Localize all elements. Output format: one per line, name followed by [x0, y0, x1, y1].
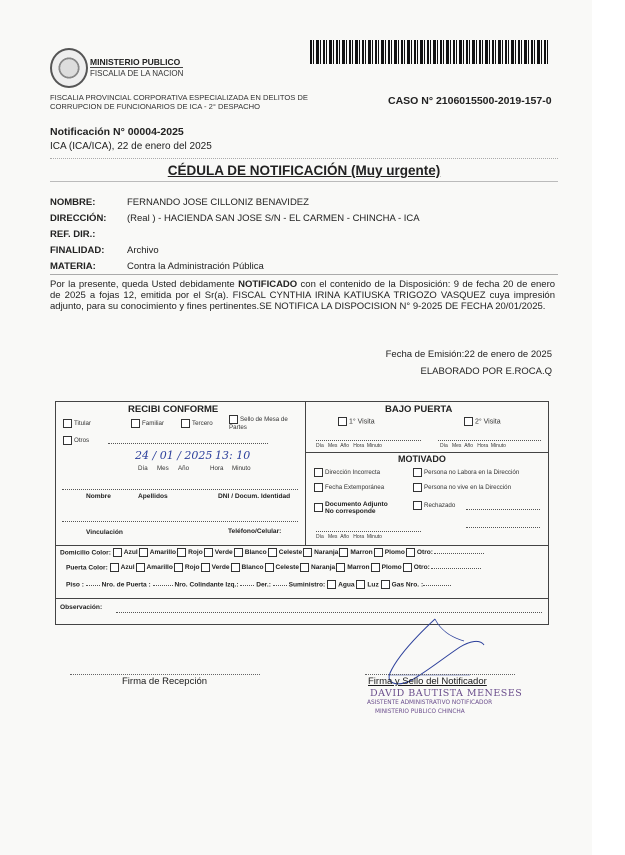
puerta-color-row [66, 563, 546, 572]
label-dni: DNI / Docum. Identidad [218, 493, 291, 500]
visita2-option[interactable] [464, 417, 501, 426]
nombre-value: FERNANDO JOSE CILLONIZ BENAVIDEZ [127, 197, 309, 208]
familiar-checkbox[interactable] [131, 419, 140, 428]
visita1-label: 1° Visita [349, 418, 375, 426]
handwritten-time: 13: 10 [215, 449, 251, 462]
visita2-label: 2° Visita [475, 418, 501, 426]
direccion-value: (Real ) - HACIENDA SAN JOSE S/N - EL CARMEN - CHINCHA - ICA [127, 213, 420, 224]
sello-checkbox[interactable] [229, 415, 238, 424]
domicilio-color-label: Celeste [278, 549, 303, 557]
firma-recepcion-label: Firma de Recepción [122, 676, 208, 687]
stamp-role: ASISTENTE ADMINISTRATIVO NOTIFICADOR [367, 700, 493, 706]
label-dia: Día [138, 465, 148, 472]
gas-checkbox[interactable] [381, 580, 390, 589]
domicilio-color-row [60, 548, 544, 557]
domicilio-color-checkbox[interactable] [139, 548, 148, 557]
fecha-ext-checkbox[interactable] [314, 483, 323, 492]
puerta-color-label: Plomo [381, 564, 402, 572]
rechazado-line [466, 509, 540, 510]
rechazado-label: Rechazado [424, 502, 456, 510]
ministerio-seal-icon [50, 48, 88, 88]
visita1-date-line [316, 440, 421, 441]
familiar-label: Familiar [142, 420, 165, 428]
domicilio-color-label: Azul [123, 549, 138, 557]
emission-date: Fecha de Emisión:22 de enero de 2025 [385, 349, 552, 360]
body-bold: NOTIFICADO [238, 279, 298, 290]
domicilio-color-label: Verde [214, 549, 233, 557]
org-subname: FISCALIA DE LA NACION [90, 69, 184, 78]
puerta-color-checkbox[interactable] [231, 563, 240, 572]
agua-label: Agua [338, 581, 355, 589]
doc-adj-option[interactable] [314, 500, 397, 518]
puerta-color-checkbox[interactable] [110, 563, 119, 572]
domicilio-color-label: Blanco [244, 549, 267, 557]
doc-adj-label: Documento Adjunto No corresponde [325, 501, 388, 515]
handwritten-date: 24 / 01 / 2025 [135, 449, 213, 462]
domicilio-color-label: Naranja [314, 549, 339, 557]
stamp-name: DAVID BAUTISTA MENESES [370, 688, 523, 699]
fiscalia-name: FISCALIA PROVINCIAL CORPORATIVA ESPECIALIZADA EN DELITOS DE CORRUPCION DE FUNCIONARIOS DE ICA - 2° DESPACHO [50, 93, 308, 111]
luz-label: Luz [367, 581, 379, 589]
domicilio-color-label: Amarillo [149, 549, 177, 557]
document-title: CÉDULA DE NOTIFICACIÓN (Muy urgente) [167, 163, 441, 178]
tercero-option[interactable] [181, 419, 213, 428]
gas-label: Gas [391, 581, 405, 589]
puerta-color-checkbox[interactable] [265, 563, 274, 572]
agua-checkbox[interactable] [327, 580, 336, 589]
puerta-color-label: Blanco [241, 564, 264, 572]
domicilio-color-checkbox[interactable] [406, 548, 415, 557]
puerta-color-checkbox[interactable] [300, 563, 309, 572]
no-labora-checkbox[interactable] [413, 468, 422, 477]
domicilio-color-checkbox[interactable] [303, 548, 312, 557]
puerta-color-checkbox[interactable] [336, 563, 345, 572]
materia-value: Contra la Administración Pública [127, 261, 264, 272]
domicilio-color-checkbox[interactable] [234, 548, 243, 557]
notificador-signature-line [365, 674, 515, 675]
dir-incorrecta-checkbox[interactable] [314, 468, 323, 477]
otros-line [108, 443, 268, 444]
firma-notificador-label: Firma y Sello del Notificador [368, 676, 487, 687]
familiar-option[interactable] [131, 419, 164, 428]
materia-label: MATERIA: [50, 261, 96, 272]
visita2-date-line [438, 440, 541, 441]
puerta-color-label: Azul [120, 564, 135, 572]
recibi-title: RECIBI CONFORME [128, 404, 219, 415]
label-nombre: Nombre [86, 493, 111, 500]
motivado-date-line [316, 531, 421, 532]
nro-label: Nro. : [405, 581, 424, 589]
nombre-line [62, 489, 298, 490]
motivado-divider [306, 452, 548, 453]
visita1-option[interactable] [338, 417, 375, 426]
org-name: MINISTERIO PUBLICO [90, 57, 181, 67]
form-divider-1 [55, 545, 549, 546]
label-apellidos: Apellidos [138, 493, 168, 500]
puerta-color-label: Verde [211, 564, 230, 572]
domicilio-otro-line [434, 553, 484, 554]
sello-option[interactable] [229, 415, 299, 431]
notification-number: Notificación N° 00004-2025 [50, 126, 184, 138]
dir-incorrecta-label: Dirección Incorrecta [325, 469, 381, 477]
doc-adj-checkbox[interactable] [314, 503, 323, 512]
barcode-icon [310, 40, 550, 64]
dir-incorrecta-option[interactable] [314, 468, 380, 477]
form-divider-2 [55, 598, 549, 599]
puerta-color-label: Otro: [413, 564, 430, 572]
stamp-org: MINISTERIO PUBLICO CHINCHA [375, 709, 465, 715]
titular-option[interactable] [63, 419, 91, 428]
observacion-line [116, 612, 542, 613]
domicilio-color-checkbox[interactable] [204, 548, 213, 557]
luz-checkbox[interactable] [356, 580, 365, 589]
titular-label: Titular [74, 420, 91, 428]
puerta-color-checkbox[interactable] [403, 563, 412, 572]
piso-row [66, 580, 546, 589]
label-hora: Hora [210, 465, 224, 472]
motivado-date-labels: Día Mes Año Hora Minuto [316, 534, 382, 540]
refdir-label: REF. DIR.: [50, 229, 96, 240]
puerta-color-label: Rojo [184, 564, 200, 572]
puerta-color-label: Marron [347, 564, 370, 572]
puerta-color-checkbox[interactable] [174, 563, 183, 572]
case-number: CASO N° 2106015500-2019-157-0 [388, 95, 552, 107]
rechazado-option[interactable] [413, 501, 455, 510]
puerta-color-label: Naranja [311, 564, 336, 572]
piso-label: Piso : [66, 581, 84, 589]
label-telefono: Teléfono/Celular: [228, 528, 282, 535]
puerta-color-checkbox[interactable] [201, 563, 210, 572]
body-text-1: Por la presente, queda Usted debidamente [50, 279, 235, 290]
observacion-label: Observación: [60, 604, 103, 611]
reception-form [55, 401, 549, 625]
motivado-title: MOTIVADO [398, 454, 446, 464]
domicilio-color-label: Rojo [188, 549, 203, 557]
puerta-color-checkbox[interactable] [136, 563, 145, 572]
no-vive-option[interactable] [413, 483, 511, 492]
label-mes: Mes [157, 465, 169, 472]
nombre-label: NOMBRE: [50, 197, 96, 208]
finalidad-value: Archivo [127, 245, 159, 256]
puerta-color-label: Puerta Color: [66, 564, 108, 572]
der-label: Der.: [256, 581, 271, 589]
finalidad-label: FINALIDAD: [50, 245, 105, 256]
body-text-2: con el contenido de la Disposición: 9 de fecha 20 de enero de 2025 a fojas 12, emitida por el Sr(a). FISCAL CYNTHIA IRINA KATIUSKA TRIGOZO VASQUEZ cuya impresión adjunto, para su conocimiento y fines pertinentes.SE NOTIFICA LA DISPOCISION N° 9-2025 DE FECHA 20/01/2025. [50, 279, 556, 312]
elaborado-por: ELABORADO POR E.ROCA.Q [420, 366, 552, 377]
tercero-checkbox[interactable] [181, 419, 190, 428]
domicilio-color-checkbox[interactable] [113, 548, 122, 557]
no-vive-label: Persona no vive en la Dirección [424, 484, 512, 492]
rechazado-checkbox[interactable] [413, 501, 422, 510]
sello-label: Sello de Mesa de Partes [229, 416, 288, 431]
visita1-checkbox[interactable] [338, 417, 347, 426]
visita2-checkbox[interactable] [464, 417, 473, 426]
label-vinculacion: Vinculación [86, 529, 123, 536]
puerta-color-label: Amarillo [146, 564, 173, 572]
place-date: ICA (ICA/ICA), 22 de enero del 2025 [50, 141, 212, 152]
direccion-label: DIRECCIÓN: [50, 213, 107, 224]
vinculacion-line [62, 521, 298, 522]
otros-checkbox[interactable] [63, 436, 72, 445]
otros-option[interactable] [63, 436, 89, 445]
domicilio-color-checkbox[interactable] [374, 548, 383, 557]
no-labora-label: Persona no Labora en la Dirección [424, 469, 520, 477]
label-minuto: Minuto [232, 465, 251, 472]
divider [50, 274, 558, 275]
recepcion-signature-line [70, 674, 260, 675]
no-vive-checkbox[interactable] [413, 483, 422, 492]
otros-label: Otros [74, 437, 90, 445]
notification-body [50, 279, 555, 312]
no-labora-option[interactable] [413, 468, 519, 477]
titular-checkbox[interactable] [63, 419, 72, 428]
puerta-color-label: Celeste [275, 564, 299, 572]
domicilio-color-label: Marron [350, 549, 373, 557]
domicilio-color-checkbox[interactable] [268, 548, 277, 557]
form-divider-vertical [305, 401, 306, 545]
domicilio-color-label: Otro: [416, 549, 433, 557]
label-ano: Año [178, 465, 190, 472]
domicilio-color-checkbox[interactable] [177, 548, 186, 557]
domicilio-color-label: Plomo [384, 549, 405, 557]
visita1-date-labels: Día Mes Año Hora Minuto [316, 443, 382, 449]
domicilio-color-label: Domicilio Color: [60, 549, 111, 557]
domicilio-color-checkbox[interactable] [339, 548, 348, 557]
puerta-color-checkbox[interactable] [371, 563, 380, 572]
puerta-otro-line [431, 568, 481, 569]
visita2-date-labels: Día Mes Año Hora Minuto [440, 443, 506, 449]
bajo-puerta-title: BAJO PUERTA [385, 404, 453, 415]
suministro-label: Suministro: [288, 581, 326, 589]
tercero-label: Tercero [192, 420, 213, 428]
nro-colindante-label: Nro. Colindante Izq.: [174, 581, 239, 589]
fecha-ext-label: Fecha Extemporánea [325, 484, 385, 492]
fecha-ext-option[interactable] [314, 483, 384, 492]
motivado-extra-line [466, 527, 540, 528]
nro-puerta-label: Nro. de Puerta : [101, 581, 151, 589]
